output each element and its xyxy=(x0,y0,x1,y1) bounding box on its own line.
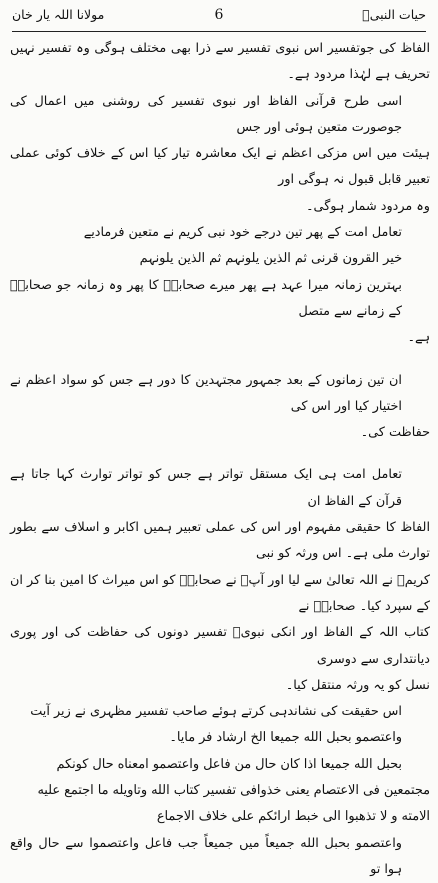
text-line: کتاب اللہ کے الفاظ اور انکی نبویؐ تفسیر دونوں کی حفاظت کی اور پوری دیانتداری سے دوسری xyxy=(10,625,430,667)
paragraph-gap xyxy=(10,446,430,462)
paragraph-gap xyxy=(10,352,430,368)
text-line: ان تین زمانوں کے بعد جمہور مجتہدین کا دور ہے جس کو سواد اعظم نے اختیار کیا اور اس کی xyxy=(10,372,402,414)
text-line: واعتصمو بحبل الله جمیعاً میں جمیعاً جب فاعل واعتصموا سے حال واقع ہوا تو xyxy=(10,835,402,877)
arabic-quote: الامته و لا تذهبوا الی خبط ارائکم علی خلاف الاجماع xyxy=(156,809,430,825)
author-name: مولانا اللہ یار خان xyxy=(12,7,105,22)
text-line: ہے۔ xyxy=(407,330,430,346)
arabic-quote: بحبل الله جمیعا اذا کان حال من فاعل واعتصمو امعناه حال کونکم xyxy=(56,756,402,772)
text-line: نسل کو یہ ورثہ منتقل کیا۔ xyxy=(285,677,430,693)
text-line: تعامل امت کے پھر تین درجے خود نبی کریم نے متعین فرمادیے xyxy=(83,225,402,241)
text-line: الفاظ کا حقیقی مفہوم اور اس کی عملی تعبیر ہمیں اکابر و اسلاف سے بطور توارث ملی ہے۔ اس ورثہ کو نبی xyxy=(10,520,430,562)
arabic-quote: خیر القرون قرنی ثم الذین یلونہم ثم الذین یلونہم xyxy=(139,251,402,267)
text-line: وہ مردود شمار ہوگی۔ xyxy=(306,198,430,214)
page-header xyxy=(12,4,426,26)
arabic-quote: مجتمعین فی الاعتصام یعنی خذوافی تفسیر کتاب الله وتاویله ما اجتمع علیه xyxy=(37,783,430,799)
arabic-quote: واعتصمو بحبل الله جمیعا الخ ارشاد فر مایا۔ xyxy=(169,730,402,746)
text-line: اسی طرح قرآنی الفاظ اور نبوی تفسیر کی روشنی میں اعمال کی جوصورت متعین ہوئی اور جس xyxy=(10,93,402,135)
text-line: الفاظ کی جوتفسیر اس نبوی تفسیر سے ذرا بھی مختلف ہوگی وہ تفسیر نہیں تحریف ہے لہٰذا مردود ہے۔ xyxy=(10,41,430,83)
book-title: حیات النبیؐ xyxy=(362,7,426,22)
header-rule xyxy=(12,31,426,32)
page-number: 6 xyxy=(214,7,224,23)
text-line: ہیئت میں اس مزکی اعظم نے ایک معاشرہ تیار کیا اس کے خلاف کوئی عملی تعبیر قابل قبول نہ ہوگی اور xyxy=(10,146,430,188)
text-line: حفاظت کی۔ xyxy=(360,425,430,441)
text-line: کریمؐ نے اللہ تعالیٰ سے لیا اور آپؐ نے صحابہؓ کو اس میراث کا امین بنا کر ان کے سپرد کیا۔ صحابہؓ نے xyxy=(10,572,430,614)
page-body xyxy=(10,36,430,883)
text-line: اس حقیقت کی نشاندہی کرتے ہوئے صاحب تفسیر مظہری نے زیر آیت xyxy=(30,704,402,720)
text-line: بہترین زمانہ میرا عہد ہے پھر میرے صحابہؓ کا پھر وہ زمانہ جو صحابہؓ کے زمانے سے متصل xyxy=(10,277,402,319)
text-line: تعامل امت ہی ایک مستقل تواتر ہے جس کو تواتر توارث کہا جاتا ہے قرآن کے الفاظ ان xyxy=(10,467,402,509)
